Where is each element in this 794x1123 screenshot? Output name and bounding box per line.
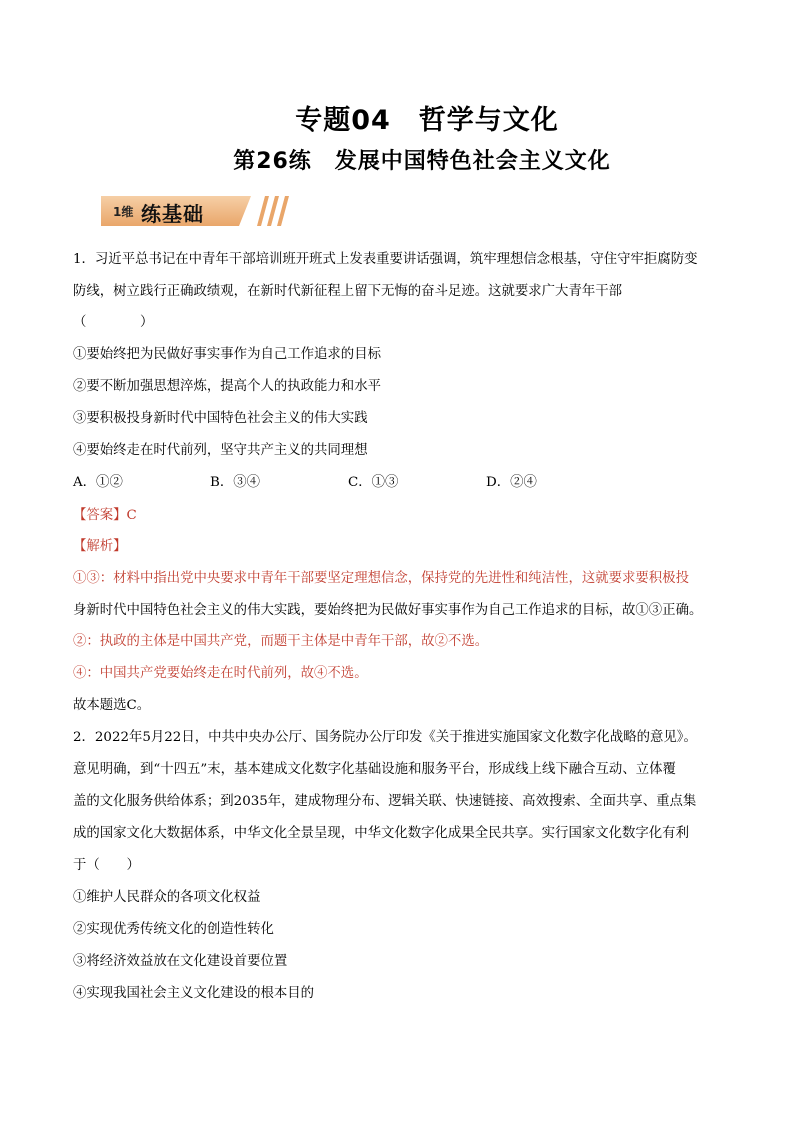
q2-stem-line: 2．2022年5月22日，中共中央办公厅、国务院办公厅印发《关于推进实施国家文化数字化战略的意见》。 [73, 730, 697, 745]
q1-choice-b: B．③④ [210, 475, 261, 490]
q1-choice-c: C．①③ [348, 475, 399, 490]
banner-stripes-icon [251, 196, 291, 226]
q1-option: ②要不断加强思想淬炼，提高个人的执政能力和水平 [73, 379, 381, 394]
q2-stem-line: 成的国家文化大数据体系，中华文化全景呈现，中华文化数字化成果全民共享。实行国家文化数字化有利 [73, 826, 689, 841]
banner-level: 1维 [113, 205, 134, 219]
q2-stem-line: 于（ ） [73, 858, 140, 873]
page-title: 专题04 哲学与文化 [295, 105, 559, 136]
q1-stem-line: 1．习近平总书记在中青年干部培训班开班式上发表重要讲话强调，筑牢理想信念根基，守住守牢拒腐防变 [73, 252, 698, 267]
q1-answer: 【答案】C [73, 508, 137, 523]
banner-label: 练基础 [141, 202, 204, 226]
q1-analysis-line: ②：执政的主体是中国共产党，而题干主体是中青年干部，故②不选。 [73, 634, 489, 649]
q1-option: ③要积极投身新时代中国特色社会主义的伟大实践 [73, 411, 368, 426]
q1-analysis-line: ①③：材料中指出党中央要求中青年干部要坚定理想信念，保持党的先进性和纯洁性，这就要求要积极投 [73, 571, 689, 586]
q2-stem-line: 意见明确，到“十四五”末，基本建成文化数字化基础设施和服务平台，形成线上线下融合互动、立体覆 [73, 762, 676, 777]
q1-option: ①要始终把为民做好事实事作为自己工作追求的目标 [73, 347, 381, 362]
q2-option: ③将经济效益放在文化建设首要位置 [73, 954, 288, 969]
q2-stem-line: 盖的文化服务供给体系；到2035年，建成物理分布、逻辑关联、快速链接、高效搜索、全面共享、重点集 [73, 794, 697, 809]
q1-stem-line: （ ） [73, 315, 154, 330]
page-subtitle: 第26练 发展中国特色社会主义文化 [233, 149, 611, 174]
q2-option: ④实现我国社会主义文化建设的根本目的 [73, 986, 315, 1001]
q1-choice-a: A．①② [73, 475, 123, 490]
q2-option: ①维护人民群众的各项文化权益 [73, 890, 261, 905]
q1-conclusion: 故本题选C。 [73, 698, 151, 713]
q1-stem-line: 防线，树立践行正确政绩观，在新时代新征程上留下无悔的奋斗足迹。这就要求广大青年干部 [73, 284, 623, 299]
q1-analysis-line: ④：中国共产党要始终走在时代前列，故④不选。 [73, 666, 368, 681]
section-banner [101, 188, 291, 230]
q2-option: ②实现优秀传统文化的创造性转化 [73, 922, 274, 937]
q1-choice-d: D．②④ [486, 475, 537, 490]
q1-option: ④要始终走在时代前列，坚守共产主义的共同理想 [73, 443, 368, 458]
q1-analysis-label: 【解析】 [73, 539, 127, 554]
q1-analysis-line: 身新时代中国特色社会主义的伟大实践，要始终把为民做好事实事作为自己工作追求的目标，故①③正确。 [73, 603, 703, 618]
